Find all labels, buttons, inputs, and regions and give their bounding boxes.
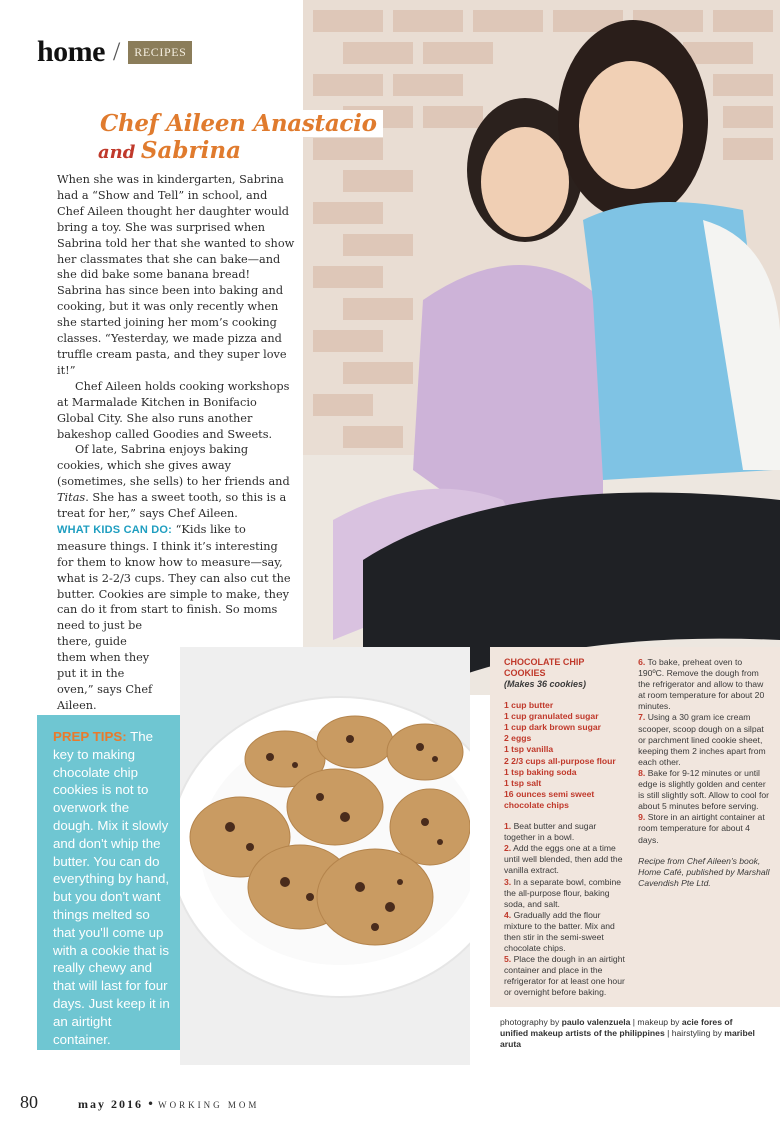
prep-tips-label: PREP TIPS: bbox=[53, 729, 127, 744]
recipe-yield: (Makes 36 cookies) bbox=[504, 679, 587, 689]
step-number: 1. bbox=[504, 821, 512, 832]
recipe-step bbox=[638, 768, 770, 812]
ingredient-item: 1 tsp salt bbox=[504, 777, 542, 788]
step-text: In a separate bowl, combine the all-purpose flour, baking soda, and salt. bbox=[504, 876, 622, 909]
ingredient-item: 1 cup butter bbox=[504, 700, 554, 711]
brick-wall-illustration bbox=[303, 0, 780, 695]
ingredient-list bbox=[504, 700, 628, 811]
ingredient-item: 1 cup dark brown sugar bbox=[504, 722, 601, 733]
step-number: 7. bbox=[638, 712, 646, 723]
recipe-col-1 bbox=[504, 657, 628, 999]
ingredient-item: 1 cup granulated sugar bbox=[504, 711, 599, 722]
recipe-step bbox=[504, 910, 628, 954]
cookie-plate-illustration bbox=[180, 647, 470, 1065]
photographer-name: paulo valenzuela bbox=[561, 1017, 631, 1027]
recipe-step bbox=[504, 821, 628, 843]
step-text: Add the eggs one at a time until well blended, then add the vanilla extract. bbox=[504, 843, 623, 876]
recipe-title: CHOCOLATE CHIP COOKIES bbox=[504, 657, 585, 678]
title-name2: Sabrina bbox=[140, 137, 241, 164]
makeup-label: | makeup by bbox=[630, 1017, 682, 1027]
title-and: and bbox=[98, 142, 136, 163]
title-line2 bbox=[94, 137, 383, 164]
what-kids-paragraph bbox=[57, 522, 295, 634]
footer-dot: • bbox=[147, 1097, 155, 1111]
page-number: 80 bbox=[20, 1092, 38, 1112]
section-badge: RECIPES bbox=[128, 41, 192, 64]
paragraph-3-b: . She has a sweet tooth, so this is a treat for her,” says Chef Aileen. bbox=[57, 491, 287, 521]
recipe-step bbox=[638, 712, 770, 767]
recipe-credit: Recipe from Chef Aileen's book, Home Café, published by Marshall Cavendish Pte Ltd. bbox=[638, 855, 770, 888]
what-kids-text: “Kids like to measure things. I think it’s interesting for them to know how to measure—say, what is 2-2/3 cups. They can also cut the butter. Cookies are simple to make, they can do it from start to finish. So moms need to just be bbox=[57, 522, 291, 633]
paragraph-3 bbox=[57, 442, 295, 522]
hair-label: | hairstyling by bbox=[664, 1028, 725, 1038]
recipe-col-2 bbox=[638, 657, 770, 999]
recipe-step bbox=[638, 657, 770, 712]
title-line1: Chef Aileen Anastacio bbox=[94, 110, 383, 137]
step-text: To bake, preheat oven to 190ºC. Remove the dough from the refrigerator and allow to thaw at room temperature for about 20 minutes. bbox=[638, 657, 765, 712]
header-separator: / bbox=[113, 37, 121, 66]
paragraph-1: When she was in kindergarten, Sabrina had a “Show and Tell” in school, and Chef Aileen thought her daughter would bring a toy. She was surprised when Sabrina told her that she wanted to show her classmates that she can bake—and she did bake some banana bread! Sabrina has since been into baking and cooking, but it was only recently when she started joining her mom’s cooking classes. “Yesterday, we made pizza and truffle cream pasta, and they super love it!” bbox=[57, 173, 295, 377]
prep-tips-text bbox=[53, 728, 170, 1048]
makeup-artist-name: acie fores of unified makeup artists of the philippines bbox=[500, 1017, 733, 1038]
recipe-box bbox=[490, 647, 780, 1007]
recipe-step bbox=[504, 954, 628, 998]
step-number: 2. bbox=[504, 843, 512, 854]
step-number: 6. bbox=[638, 657, 646, 667]
step-text: Place the dough in an airtight container and place in the refrigerator for at least one hour or overnight before baking. bbox=[504, 954, 625, 998]
recipe-step bbox=[504, 843, 628, 876]
step-number: 9. bbox=[638, 812, 646, 823]
paragraph-2: Chef Aileen holds cooking workshops at Marmalade Kitchen in Bonifacio Global City. She also runs another bakeshop called Goodies and Sweets. bbox=[57, 379, 290, 441]
photo-credits bbox=[500, 1017, 760, 1050]
step-text: Gradually add the flour mixture to the batter. Mix and then stir in the semi-sweet chocolate chips. bbox=[504, 909, 615, 954]
ingredient-item: 2 2/3 cups all-purpose flour bbox=[504, 755, 616, 766]
magazine-name: WORKING MOM bbox=[158, 1100, 260, 1110]
ingredient-item: 1 tsp baking soda bbox=[504, 766, 577, 777]
page-footer bbox=[20, 1092, 259, 1113]
paragraph-3-titas: Titas bbox=[57, 491, 86, 505]
prep-tips-box bbox=[37, 715, 180, 1050]
step-text: Bake for 9-12 minutes or until edge is slightly golden and center is still slightly soft. Allow to cool for about 5 minutes before serving. bbox=[638, 767, 769, 812]
ingredient-item: 2 eggs bbox=[504, 733, 532, 744]
step-number: 3. bbox=[504, 876, 512, 887]
paragraph-3-a: Of late, Sabrina enjoys baking cookies, which she gives away (sometimes, she sells) to her friends and bbox=[57, 443, 290, 489]
step-text: Using a 30 gram ice cream scooper, scoop dough on a silpat or parchment lined cookie sheet, keeping them 2 inches apart from each other. bbox=[638, 712, 766, 767]
section-header bbox=[37, 34, 192, 70]
recipe-step bbox=[638, 812, 770, 845]
ingredient-item: 16 ounces semi sweet chocolate chips bbox=[504, 788, 595, 810]
photo-credit-label: photography by bbox=[500, 1017, 562, 1027]
hero-photo bbox=[303, 0, 780, 695]
cookie-photo bbox=[180, 647, 470, 1065]
recipe-step bbox=[504, 877, 628, 910]
ingredient-item: 1 tsp vanilla bbox=[504, 744, 554, 755]
step-number: 5. bbox=[504, 954, 512, 965]
step-text: Beat butter and sugar together in a bowl. bbox=[504, 821, 597, 843]
brand-home: home bbox=[37, 35, 105, 68]
what-kids-tail: there, guide them when they put it in the oven,” says Chef Aileen. bbox=[57, 635, 153, 712]
article-body bbox=[57, 172, 295, 714]
step-number: 8. bbox=[638, 767, 646, 778]
step-text: Store in an airtight container at room temperature for about 4 days. bbox=[638, 812, 765, 845]
article-title bbox=[94, 110, 383, 164]
issue-date: may 2016 bbox=[78, 1097, 143, 1111]
hairstylist-name: maribel aruta bbox=[500, 1028, 755, 1049]
what-kids-label: WHAT KIDS CAN DO: bbox=[57, 523, 173, 536]
prep-tips-body: The key to making chocolate chip cookies is not to overwork the dough. Mix it slowly and don't whip the butter. You can do everything by hand, but you don't want things melted so that you'll come up with a cookie that is really chewy and that will last for four days. Just keep it in an airtight container. bbox=[53, 729, 170, 1047]
step-number: 4. bbox=[504, 909, 512, 920]
